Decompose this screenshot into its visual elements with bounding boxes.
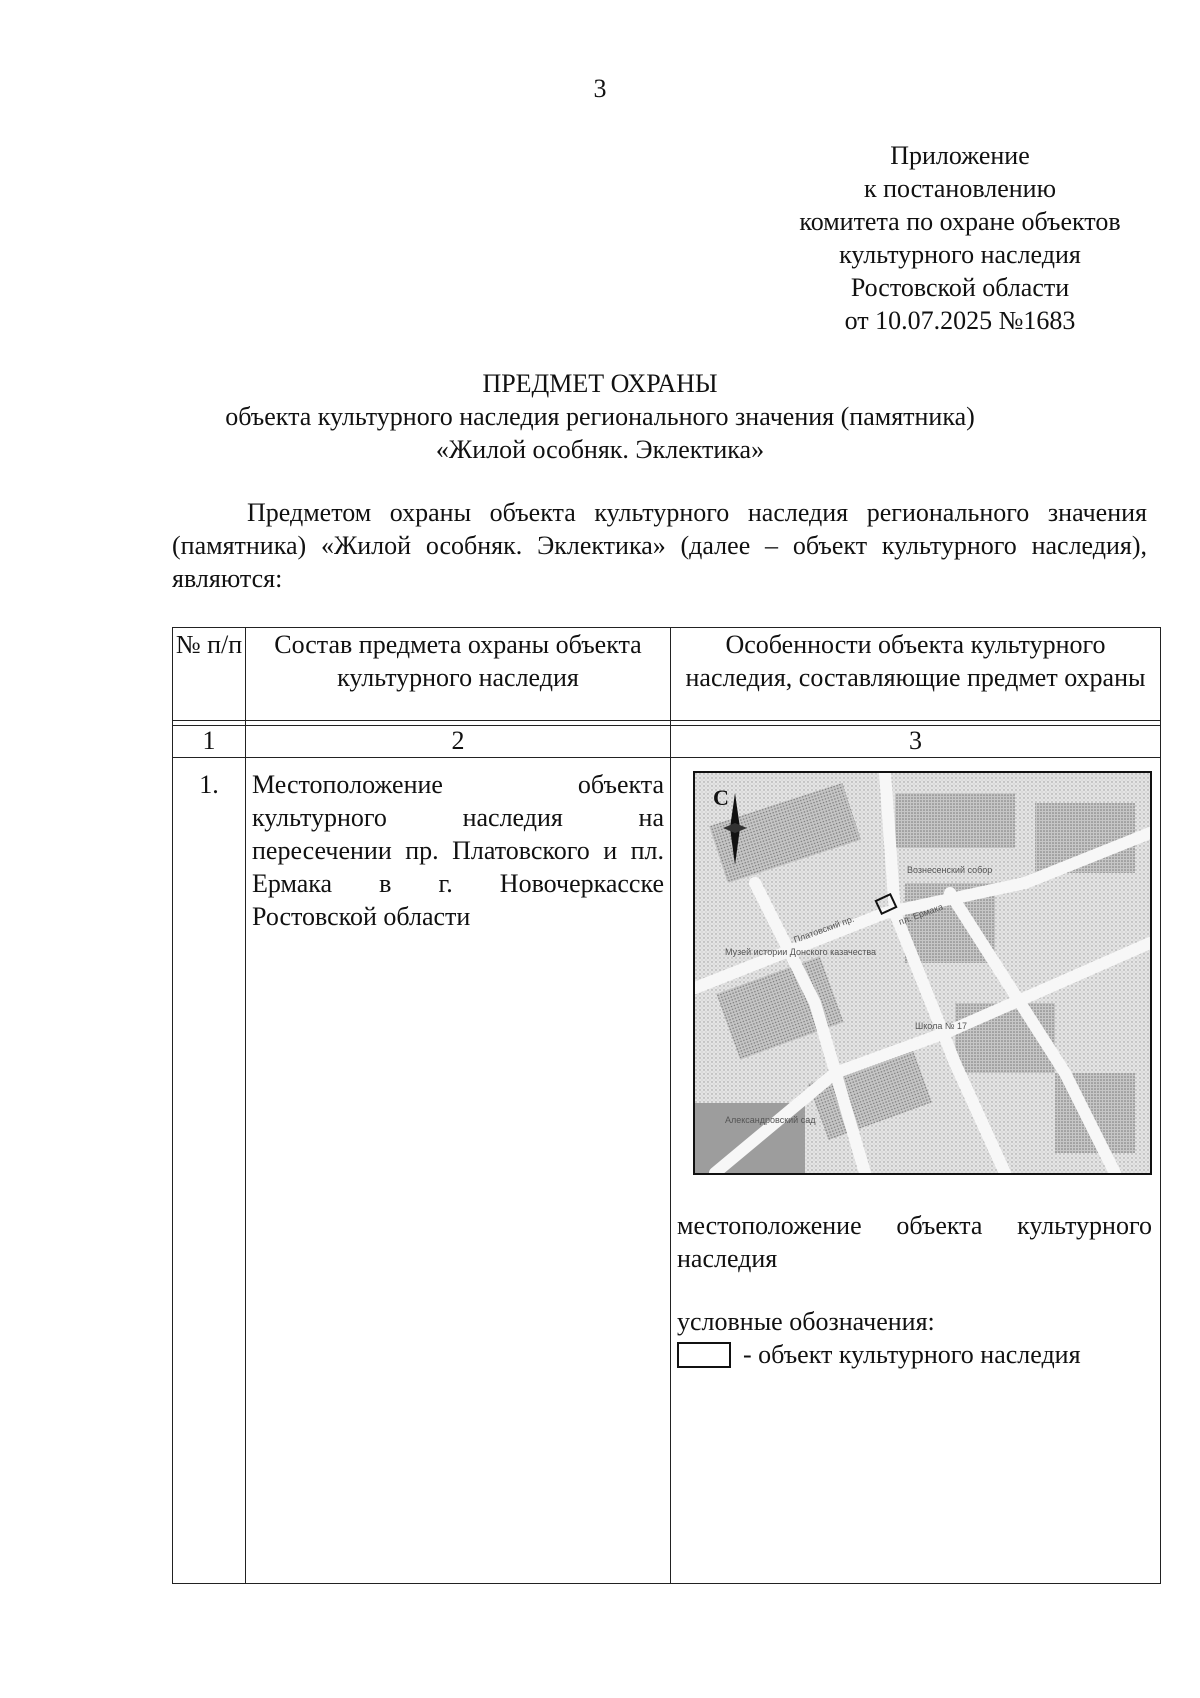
map-label: Музей истории Донского казачества [725,947,877,957]
page-number: 3 [593,74,607,103]
column-number: 2 [246,726,671,758]
map-label: Александровский сад [725,1115,816,1125]
title-heading: ПРЕДМЕТ ОХРАНЫ [482,369,718,398]
header-number: № п/п [173,628,246,721]
column-number-row [173,726,1161,758]
legend-label: - объект культурного наследия [743,1340,1081,1369]
row-number: 1. [173,758,246,1584]
compass-letter: С [713,785,729,810]
document-title [0,367,1200,466]
appendix-line: комитета по охране объектов [799,207,1121,236]
title-object-name: «Жилой особняк. Эклектика» [435,435,765,464]
legend-item [677,1338,1152,1371]
header-composition: Состав предмета охраны объекта культурного наследия [246,628,671,721]
row-composition: Местоположение объекта культурного наследия на пересечении пр. Платовского и пл. Ермака в г. Новочеркасске Ростовской области [246,758,671,1584]
table-row [173,758,1161,1584]
legend-box-icon [677,1342,731,1368]
map-label: Школа № 17 [915,1021,968,1031]
appendix-block [740,139,1180,337]
location-map [693,771,1152,1175]
title-subtitle: объекта культурного наследия регионального значения (памятника) [225,402,975,431]
header-features: Особенности объекта культурного наследия, составляющие предмет охраны [671,628,1161,721]
map-label: пл. Ермака [897,901,945,927]
preservation-table [172,627,1161,1584]
map-label: Платовский пр. [792,913,856,945]
intro-paragraph: Предметом охраны объекта культурного наследия регионального значения (памятника) «Жилой особняк. Эклектика» (далее – объект культурного наследия), являются: [172,498,1147,593]
appendix-line: Ростовской области [850,273,1070,302]
row-features [671,758,1161,1584]
map-label: Вознесенский собор [907,865,993,875]
appendix-line: к постановлению [863,174,1057,203]
appendix-line: Приложение [890,141,1030,170]
table-header-row [173,628,1161,721]
appendix-line: культурного наследия [839,240,1081,269]
map-caption: местоположение объекта культурного наследия [677,1211,1152,1273]
column-number: 1 [173,726,246,758]
legend-title: условные обозначения: [677,1307,935,1336]
appendix-line: от 10.07.2025 №1683 [844,306,1076,335]
column-number: 3 [671,726,1161,758]
